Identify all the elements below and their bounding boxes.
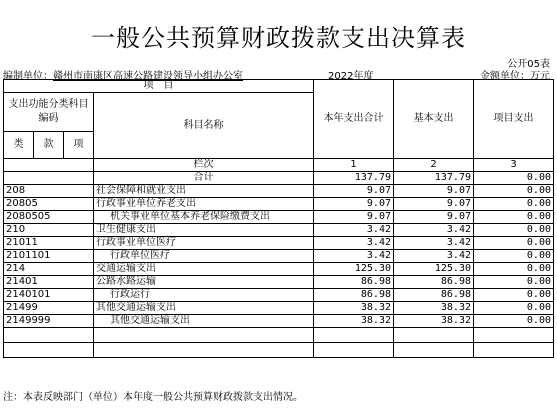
row-total: 86.98 [314, 289, 394, 302]
row-code: 210 [4, 224, 94, 237]
empty-row [4, 328, 554, 343]
table-row [4, 263, 554, 276]
row-basic: 38.32 [394, 302, 474, 315]
row-total: 125.30 [314, 263, 394, 276]
row-code: 20805 [4, 198, 94, 211]
row-name: 行政单位医疗 [94, 250, 314, 263]
row-project: 0.00 [474, 289, 554, 302]
row-total: 9.07 [314, 185, 394, 198]
row-project: 0.00 [474, 185, 554, 198]
row-name: 行政事业单位养老支出 [94, 198, 314, 211]
row-basic: 9.07 [394, 185, 474, 198]
row-total: 9.07 [314, 198, 394, 211]
row-code: 2140101 [4, 289, 94, 302]
table-row [4, 315, 554, 328]
amount-unit: 金额单位：万元 [480, 71, 550, 82]
row-index-label: 栏次 [94, 159, 314, 172]
row-basic: 86.98 [394, 289, 474, 302]
row-project: 0.00 [474, 250, 554, 263]
table-row [4, 237, 554, 250]
row-basic: 3.42 [394, 237, 474, 250]
row-total: 38.32 [314, 302, 394, 315]
row-code: 208 [4, 185, 94, 198]
row-basic: 9.07 [394, 198, 474, 211]
header-xiang: 项 [64, 132, 94, 159]
row-name: 行政运行 [94, 289, 314, 302]
row-basic: 3.42 [394, 224, 474, 237]
page-title: 一般公共预算财政拨款支出决算表 [91, 24, 466, 52]
row-total: 38.32 [314, 315, 394, 328]
row-name: 公路水路运输 [94, 276, 314, 289]
row-code: 2101101 [4, 250, 94, 263]
row-basic: 9.07 [394, 211, 474, 224]
row-project: 0.00 [474, 211, 554, 224]
row-name: 交通运输支出 [94, 263, 314, 276]
row-name: 机关事业单位基本养老保险缴费支出 [94, 211, 314, 224]
header-item: 项 目 [4, 80, 314, 93]
row-code: 21401 [4, 276, 94, 289]
unit-label: 编制单位： [3, 71, 53, 82]
row-name: 行政事业单位医疗 [94, 237, 314, 250]
header-project: 项目支出 [474, 80, 554, 159]
col-index-2: 2 [394, 159, 474, 172]
table-row [4, 224, 554, 237]
row-name: 其他交通运输支出 [94, 302, 314, 315]
row-code: 2080505 [4, 211, 94, 224]
row-basic: 38.32 [394, 315, 474, 328]
row-name: 社会保障和就业支出 [94, 185, 314, 198]
header-basic: 基本支出 [394, 80, 474, 159]
sum-label: 合计 [94, 172, 314, 185]
blank-cell [4, 172, 94, 185]
table-row [4, 289, 554, 302]
row-project: 0.00 [474, 263, 554, 276]
unit-value: 赣州市南康区高速公路建设领导小组办公室 [53, 71, 243, 82]
row-project: 0.00 [474, 302, 554, 315]
row-code: 214 [4, 263, 94, 276]
blank-cell [4, 159, 94, 172]
header-subject-name: 科目名称 [94, 93, 314, 159]
row-basic: 125.30 [394, 263, 474, 276]
row-project: 0.00 [474, 237, 554, 250]
sum-total: 137.79 [314, 172, 394, 185]
header-kuan: 款 [34, 132, 64, 159]
row-total: 3.42 [314, 224, 394, 237]
table-row [4, 302, 554, 315]
row-project: 0.00 [474, 224, 554, 237]
row-code: 2149999 [4, 315, 94, 328]
table-row [4, 198, 554, 211]
col-index-1: 1 [314, 159, 394, 172]
table-row [4, 250, 554, 263]
row-code: 21011 [4, 237, 94, 250]
row-code: 21499 [4, 302, 94, 315]
expenditure-table [3, 79, 554, 358]
row-basic: 3.42 [394, 250, 474, 263]
row-project: 0.00 [474, 315, 554, 328]
row-basic: 86.98 [394, 276, 474, 289]
col-index-3: 3 [474, 159, 554, 172]
table-row [4, 185, 554, 198]
row-project: 0.00 [474, 276, 554, 289]
row-project: 0.00 [474, 198, 554, 211]
header-func-code: 支出功能分类科目编码 [4, 93, 94, 132]
row-name: 卫生健康支出 [94, 224, 314, 237]
form-code: 公开05表 [507, 59, 550, 70]
header-lei: 类 [4, 132, 34, 159]
empty-row [4, 343, 554, 358]
row-total: 9.07 [314, 211, 394, 224]
year-label: 2022年度 [328, 71, 374, 82]
row-name: 其他交通运输支出 [94, 315, 314, 328]
footnote: 注：本表反映部门（单位）本年度一般公共预算财政拨款支出情况。 [3, 392, 303, 403]
table-row [4, 211, 554, 224]
sum-project: 0.00 [474, 172, 554, 185]
table-row [4, 276, 554, 289]
row-total: 86.98 [314, 276, 394, 289]
row-total: 3.42 [314, 250, 394, 263]
sum-basic: 137.79 [394, 172, 474, 185]
row-total: 3.42 [314, 237, 394, 250]
header-total: 本年支出合计 [314, 80, 394, 159]
